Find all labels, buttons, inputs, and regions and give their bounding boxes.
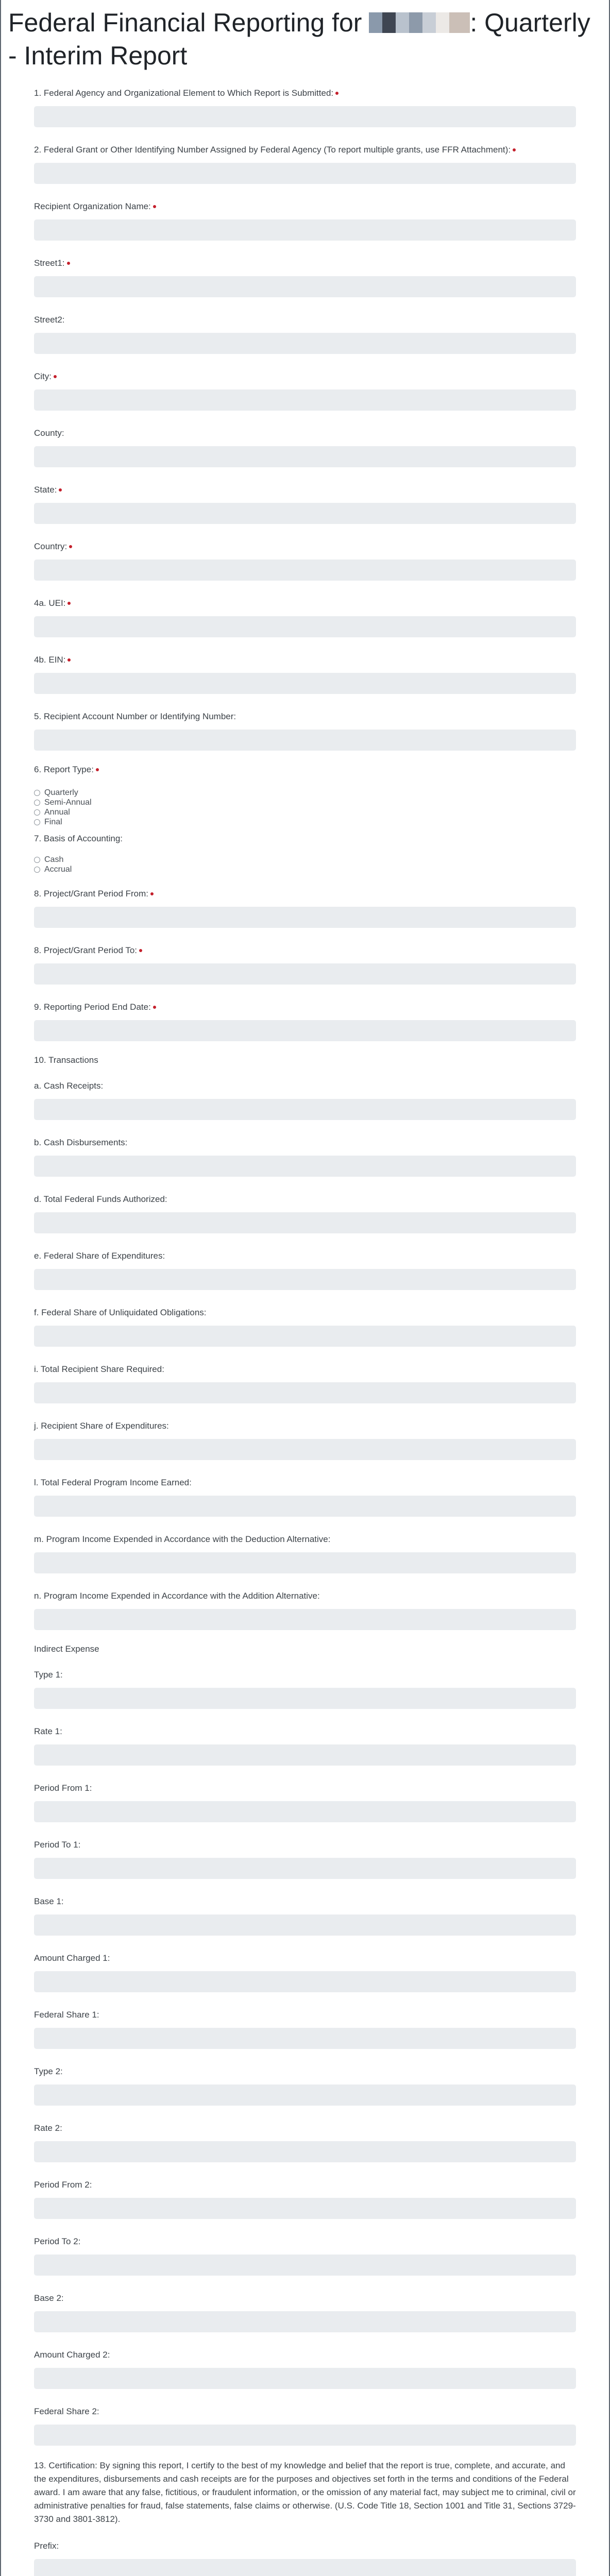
- field-label: 6. Report Type:: [34, 763, 576, 776]
- field-label: Recipient Organization Name:: [34, 200, 576, 213]
- county-input[interactable]: [34, 446, 576, 467]
- radio-button[interactable]: [34, 809, 40, 816]
- field-label: State:: [34, 483, 576, 497]
- 2-federal-grant-or-other-identifying-num-input[interactable]: [34, 163, 576, 184]
- 4b-ein-input[interactable]: [34, 673, 576, 694]
- radio-label: Quarterly: [44, 788, 78, 797]
- field-label: Rate 2:: [34, 2123, 62, 2133]
- radio-label: Accrual: [44, 865, 72, 874]
- field-label: 4a. UEI:: [34, 597, 576, 610]
- field-label: Type 1:: [34, 1670, 63, 1680]
- redacted-name: [369, 12, 470, 33]
- field-label: n. Program Income Expended in Accordance with the Addition Alternative:: [34, 1591, 320, 1601]
- i-total-recipient-share-required-input[interactable]: [34, 1382, 576, 1403]
- field-label: County:: [34, 428, 64, 438]
- type-2-input[interactable]: [34, 2084, 576, 2106]
- rate-1-input[interactable]: [34, 1744, 576, 1766]
- field-label: Country:: [34, 540, 576, 553]
- required-indicator: [150, 892, 154, 895]
- report-type-option-final[interactable]: [34, 817, 576, 827]
- federal-share-2-input[interactable]: [34, 2425, 576, 2446]
- field-4a-uei: [34, 597, 576, 637]
- field-amount-charged-1: [34, 1952, 576, 1992]
- field-label: l. Total Federal Program Income Earned:: [34, 1478, 192, 1487]
- field-label: i. Total Recipient Share Required:: [34, 1364, 164, 1374]
- field-label: j. Recipient Share of Expenditures:: [34, 1421, 169, 1431]
- city-input[interactable]: [34, 389, 576, 411]
- field-county: [34, 427, 576, 467]
- required-indicator: [67, 602, 71, 605]
- field-label: City:: [34, 370, 576, 383]
- period-from-1-input[interactable]: [34, 1801, 576, 1822]
- field-label: Period To 1:: [34, 1840, 81, 1850]
- basis-option-accrual[interactable]: [34, 865, 576, 874]
- report-type-option-semi-annual[interactable]: [34, 798, 576, 807]
- field-federal-share-1: [34, 2008, 576, 2049]
- radio-button[interactable]: [34, 800, 40, 806]
- field-street1: [34, 257, 576, 297]
- field-label: e. Federal Share of Expenditures:: [34, 1251, 165, 1261]
- field-state: [34, 483, 576, 524]
- basis-option-cash[interactable]: [34, 855, 576, 865]
- report-type-group: [34, 763, 576, 827]
- field-2-federal-grant-or-other-identifying-num: [34, 143, 576, 184]
- field-rate-1: [34, 1725, 576, 1766]
- certification-text: 13. Certification: By signing this report, I certify to the best of my knowledge and belief that the report is true, complete, and accurate, and the expenditures, disbursements and cash receipts are for the purposes and objectives set forth in the terms and conditions of the Federal award. I am aware that any false, fictitious, or fraudulent information, or the omission of any material fact, may subject me to criminal, civil or administrative penalties for fraud, false statements, false claims or otherwise. (U.S. Code Title 18, Section 1001 and Title 31, Sections 3729-3730 and 3801-3812).: [34, 2461, 576, 2524]
- field-1-federal-agency-and-organizational-elem: [34, 87, 576, 127]
- field-e-federal-share-of-expenditures: [34, 1249, 576, 1290]
- ffr-form: [34, 87, 576, 2576]
- required-indicator: [513, 148, 516, 151]
- radio-button[interactable]: [34, 819, 40, 825]
- required-indicator: [67, 262, 70, 265]
- field-type-1: [34, 1668, 576, 1709]
- field-federal-share-2: [34, 2405, 576, 2446]
- field-label: 8. Project/Grant Period From:: [34, 887, 576, 901]
- amount-charged-2-input[interactable]: [34, 2368, 576, 2389]
- field-d-total-federal-funds-authorized: [34, 1193, 576, 1233]
- field-j-recipient-share-of-expenditures: [34, 1419, 576, 1460]
- field-l-total-federal-program-income-earned: [34, 1476, 576, 1517]
- j-recipient-share-of-expenditures-input[interactable]: [34, 1439, 576, 1460]
- field-9-reporting-period-end-date: [34, 1001, 576, 1041]
- field-label: Period From 2:: [34, 2180, 92, 2190]
- period-to-1-input[interactable]: [34, 1858, 576, 1879]
- field-label: Period From 1:: [34, 1783, 92, 1793]
- d-total-federal-funds-authorized-input[interactable]: [34, 1212, 576, 1233]
- field-label: Amount Charged 1:: [34, 1953, 110, 1963]
- radio-button[interactable]: [34, 867, 40, 873]
- field-label: b. Cash Disbursements:: [34, 1138, 128, 1147]
- field-base-2: [34, 2292, 576, 2332]
- a-cash-receipts-input[interactable]: [34, 1099, 576, 1120]
- field-city: [34, 370, 576, 411]
- 8-project-grant-period-from-input[interactable]: [34, 907, 576, 928]
- period-from-2-input[interactable]: [34, 2198, 576, 2219]
- field-b-cash-disbursements: [34, 1136, 576, 1177]
- field-period-from-1: [34, 1782, 576, 1822]
- required-indicator: [153, 1006, 156, 1009]
- street2-input[interactable]: [34, 333, 576, 354]
- field-label: Base 1:: [34, 1896, 64, 1906]
- field-label: Street2:: [34, 315, 65, 325]
- field-street2: [34, 313, 576, 354]
- required-indicator: [96, 768, 99, 771]
- field-label: m. Program Income Expended in Accordance with the Deduction Alternative:: [34, 1534, 331, 1544]
- radio-button[interactable]: [34, 790, 40, 796]
- f-federal-share-of-unliquidated-obligati-input[interactable]: [34, 1326, 576, 1347]
- field-label: Prefix:: [34, 2541, 59, 2551]
- field-label: 8. Project/Grant Period To:: [34, 944, 576, 957]
- n-program-income-expended-in-accordance--input[interactable]: [34, 1609, 576, 1630]
- field-period-from-2: [34, 2178, 576, 2219]
- field-label: 2. Federal Grant or Other Identifying Number Assigned by Federal Agency (To report multiple grants, use FFR Attachment):: [34, 143, 576, 157]
- field-5-recipient-account-number-or-identifyin: [34, 710, 576, 751]
- field-prefix: [34, 2539, 576, 2576]
- field-label: a. Cash Receipts:: [34, 1081, 104, 1091]
- title-suffix: : Quarterly - Interim Report: [8, 8, 590, 70]
- 8-project-grant-period-to-input[interactable]: [34, 963, 576, 985]
- field-amount-charged-2: [34, 2348, 576, 2389]
- transactions-heading: 10. Transactions: [34, 1055, 98, 1065]
- field-recipient-organization-name: [34, 200, 576, 241]
- radio-label: Final: [44, 818, 62, 826]
- basis-group: [34, 832, 576, 874]
- field-label: Federal Share 2:: [34, 2406, 99, 2416]
- 5-recipient-account-number-or-identifyin-input[interactable]: [34, 730, 576, 751]
- radio-button[interactable]: [34, 857, 40, 863]
- amount-charged-1-input[interactable]: [34, 1971, 576, 1992]
- required-indicator: [153, 205, 156, 208]
- b-cash-disbursements-input[interactable]: [34, 1156, 576, 1177]
- field-label: 9. Reporting Period End Date:: [34, 1001, 576, 1014]
- l-total-federal-program-income-earned-input[interactable]: [34, 1496, 576, 1517]
- field-label: d. Total Federal Funds Authorized:: [34, 1194, 167, 1204]
- field-label: 1. Federal Agency and Organizational Element to Which Report is Submitted:: [34, 87, 576, 100]
- required-indicator: [54, 375, 57, 378]
- radio-label: Annual: [44, 808, 70, 817]
- field-period-to-1: [34, 1838, 576, 1879]
- state-input[interactable]: [34, 503, 576, 524]
- required-indicator: [69, 545, 72, 548]
- field-label: f. Federal Share of Unliquidated Obligations:: [34, 1308, 207, 1317]
- title-prefix: Federal Financial Reporting for: [8, 8, 369, 37]
- required-indicator: [67, 658, 71, 662]
- field-label: Rate 1:: [34, 1726, 62, 1736]
- prefix-input[interactable]: [34, 2559, 576, 2576]
- field-i-total-recipient-share-required: [34, 1363, 576, 1403]
- 1-federal-agency-and-organizational-elem-input[interactable]: [34, 106, 576, 127]
- recipient-organization-name-input[interactable]: [34, 219, 576, 241]
- radio-label: Semi-Annual: [44, 798, 92, 807]
- field-8-project-grant-period-to: [34, 944, 576, 985]
- indirect-expense-heading: Indirect Expense: [34, 1644, 99, 1654]
- field-8-project-grant-period-from: [34, 887, 576, 928]
- field-label: 7. Basis of Accounting:: [34, 834, 123, 843]
- m-program-income-expended-in-accordance--input[interactable]: [34, 1552, 576, 1573]
- field-label: Amount Charged 2:: [34, 2350, 110, 2360]
- field-n-program-income-expended-in-accordance-: [34, 1589, 576, 1630]
- page-title: [8, 6, 596, 72]
- field-label: Street1:: [34, 257, 576, 270]
- field-m-program-income-expended-in-accordance-: [34, 1533, 576, 1573]
- field-label: Type 2:: [34, 2066, 63, 2076]
- type-1-input[interactable]: [34, 1688, 576, 1709]
- field-label: 5. Recipient Account Number or Identifying Number:: [34, 711, 236, 721]
- base-2-input[interactable]: [34, 2311, 576, 2332]
- radio-label: Cash: [44, 855, 64, 864]
- field-period-to-2: [34, 2235, 576, 2276]
- base-1-input[interactable]: [34, 1914, 576, 1936]
- federal-share-1-input[interactable]: [34, 2028, 576, 2049]
- e-federal-share-of-expenditures-input[interactable]: [34, 1269, 576, 1290]
- field-label: 4b. EIN:: [34, 653, 576, 667]
- field-4b-ein: [34, 653, 576, 694]
- field-a-cash-receipts: [34, 1079, 576, 1120]
- field-label: Base 2:: [34, 2293, 64, 2303]
- country-input[interactable]: [34, 560, 576, 581]
- rate-2-input[interactable]: [34, 2141, 576, 2162]
- field-country: [34, 540, 576, 581]
- field-label: Federal Share 1:: [34, 2010, 99, 2020]
- period-to-2-input[interactable]: [34, 2255, 576, 2276]
- field-rate-2: [34, 2122, 576, 2162]
- report-type-option-quarterly[interactable]: [34, 788, 576, 798]
- 4a-uei-input[interactable]: [34, 616, 576, 637]
- required-indicator: [335, 92, 338, 95]
- required-indicator: [59, 488, 62, 492]
- report-type-option-annual[interactable]: [34, 807, 576, 817]
- field-type-2: [34, 2065, 576, 2106]
- field-f-federal-share-of-unliquidated-obligati: [34, 1306, 576, 1347]
- street1-input[interactable]: [34, 276, 576, 297]
- field-label: Period To 2:: [34, 2236, 81, 2246]
- required-indicator: [139, 949, 142, 952]
- field-base-1: [34, 1895, 576, 1936]
- 9-reporting-period-end-date-input[interactable]: [34, 1020, 576, 1041]
